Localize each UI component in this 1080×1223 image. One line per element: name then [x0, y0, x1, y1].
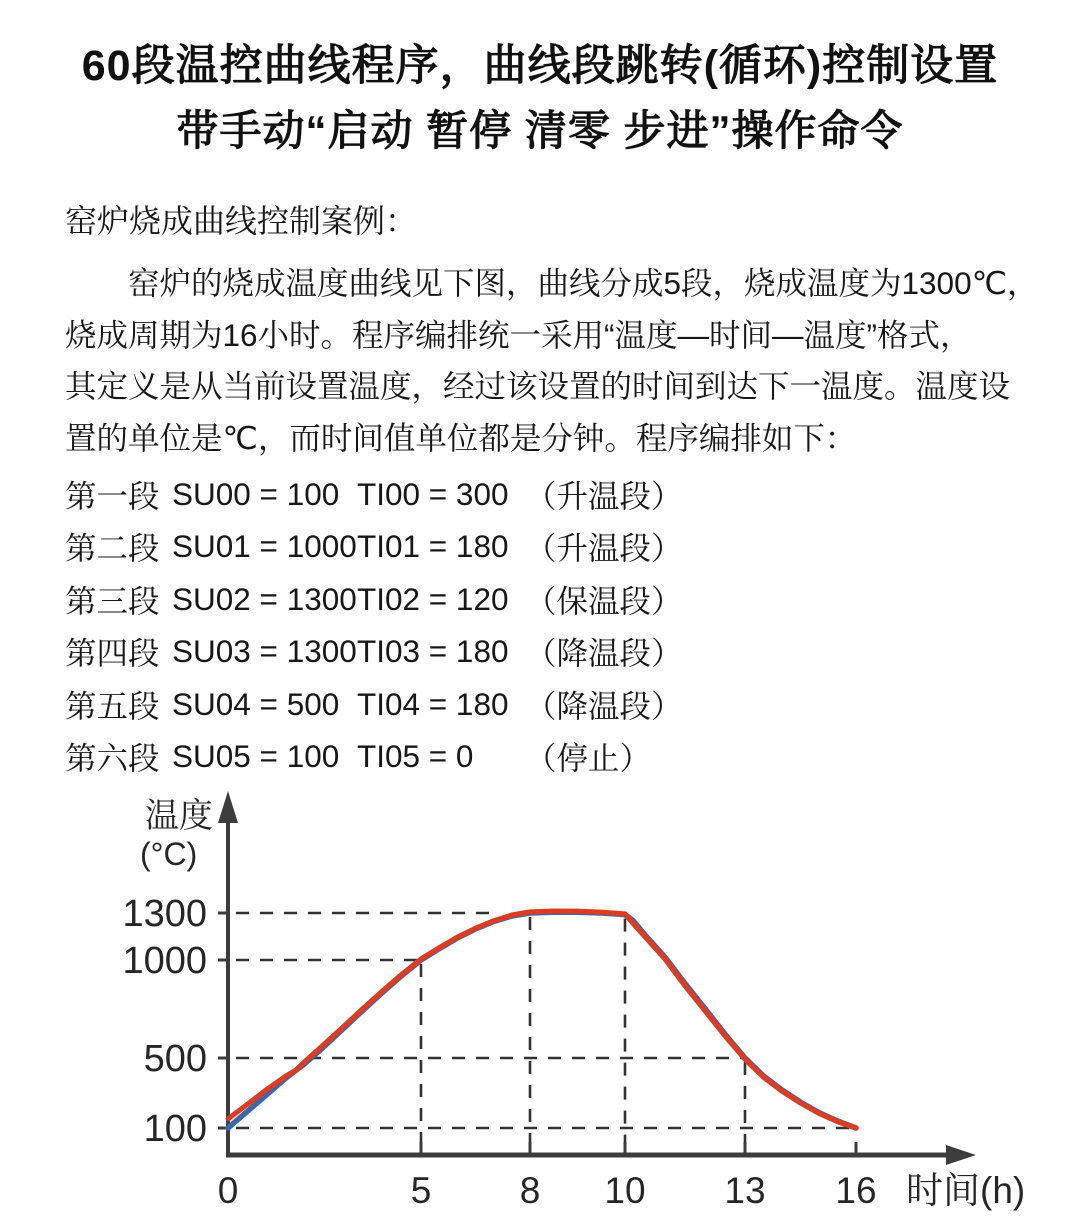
- y-tick-label: 1300: [122, 893, 207, 935]
- x-tick-label: 10: [604, 1170, 646, 1211]
- y-axis-unit: (°C): [140, 836, 198, 872]
- program-row: [65, 573, 1025, 626]
- red-curve: [228, 911, 856, 1128]
- y-axis-title: 温度: [145, 797, 213, 835]
- temperature-curve-chart: [0, 763, 1080, 1223]
- x-tick-label: 8: [519, 1170, 541, 1211]
- program-list: [65, 468, 1025, 783]
- segment-label: 第五段: [65, 687, 160, 724]
- program-row: [65, 468, 1025, 521]
- su-setting: SU01 = 1000: [172, 528, 357, 565]
- program-row: [65, 521, 1025, 574]
- segment-label: 第六段: [65, 740, 160, 777]
- ti-setting: TI05 = 0: [357, 738, 474, 775]
- segment-label: 第四段: [65, 635, 160, 672]
- program-row: [65, 626, 1025, 679]
- ti-setting: TI01 = 180: [357, 528, 509, 565]
- blue-curve: [228, 912, 856, 1128]
- body-paragraph: [65, 258, 1039, 464]
- paragraph-line: 其定义是从当前设置温度，经过该设置的时间到达下一温度。温度设: [65, 368, 1011, 404]
- firing-curve-plot: [0, 763, 1080, 1223]
- segment-note: （降温段）: [525, 635, 683, 672]
- su-setting: SU04 = 500: [172, 685, 340, 722]
- su-setting: SU02 = 1300: [172, 580, 357, 617]
- segment-label: 第二段: [65, 530, 160, 567]
- segment-note: （升温段）: [525, 477, 683, 514]
- x-tick-label: 13: [724, 1170, 766, 1211]
- x-tick-label: 0: [217, 1170, 239, 1211]
- su-setting: SU00 = 100: [172, 475, 340, 512]
- x-tick-label: 5: [410, 1170, 432, 1211]
- x-axis-title: 时间(h): [906, 1170, 1026, 1211]
- su-setting: SU05 = 100: [172, 738, 340, 775]
- paragraph-line: 置的单位是℃，而时间值单位都是分钟。程序编排如下：: [65, 419, 857, 456]
- segment-note: （降温段）: [525, 687, 683, 724]
- x-tick-label: 16: [835, 1170, 877, 1211]
- ti-setting: TI04 = 180: [357, 685, 509, 722]
- segment-note: （停止）: [525, 740, 652, 777]
- section-heading: 窑炉烧成曲线控制案例：: [65, 203, 418, 239]
- ti-setting: TI00 = 300: [357, 475, 509, 512]
- y-tick-label: 500: [143, 1038, 207, 1080]
- segment-label: 第一段: [65, 477, 160, 514]
- page-title-line2: 带手动“启动 暂停 清零 步进”操作命令: [176, 107, 904, 154]
- x-axis-arrow-icon: [946, 1145, 976, 1165]
- paragraph-line: 窑炉的烧成温度曲线见下图，曲线分成5段，烧成温度为1300℃，: [128, 265, 1039, 301]
- y-axis-arrow-icon: [218, 791, 238, 823]
- segment-note: （升温段）: [525, 530, 683, 567]
- ti-setting: TI03 = 180: [357, 633, 509, 670]
- ti-setting: TI02 = 120: [357, 580, 509, 617]
- paragraph-line: 烧成周期为16小时。程序编排统一采用“温度—时间—温度”格式，: [65, 316, 972, 353]
- segment-note: （保温段）: [525, 582, 683, 619]
- segment-label: 第三段: [65, 582, 160, 619]
- program-row: [65, 678, 1025, 731]
- y-tick-label: 1000: [122, 940, 207, 982]
- page-title-line1: 60段温控曲线程序，曲线段跳转(循环)控制设置: [81, 42, 999, 90]
- su-setting: SU03 = 1300: [172, 633, 357, 670]
- y-tick-label: 100: [143, 1108, 207, 1150]
